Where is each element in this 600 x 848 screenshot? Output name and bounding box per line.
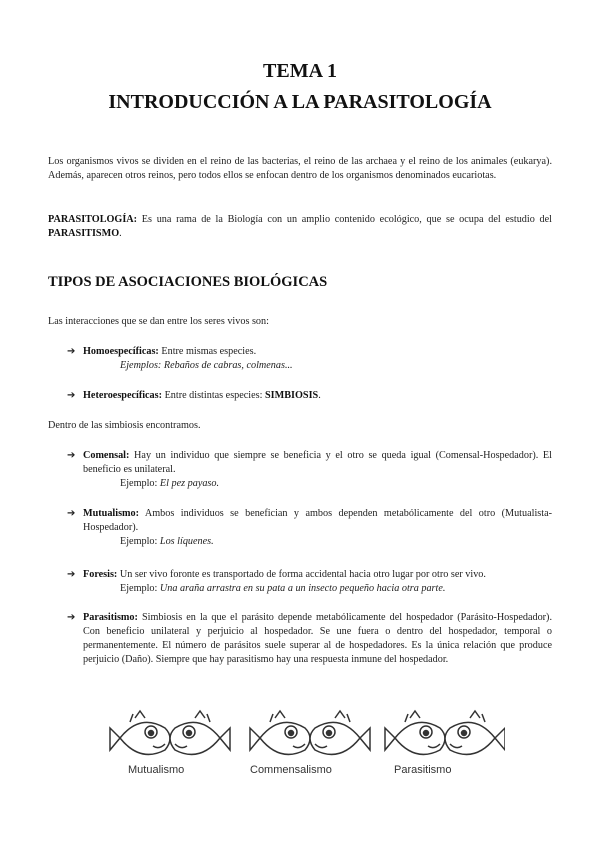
fish-icon: [170, 711, 230, 754]
item-text: Simbiosis en la que el parásito depende metabólicamente del hospedador (Parásito-Hospedador). Con beneficio unilateral y perjuicio al hospedador. Se une fuera o dentro del hospedador, temporal o permanentemente. El número de parásitos suele superar al de hospedadores. Es la única relación que produce perjuicio (Daño). Siempre que hay parasitismo hay una respuesta inmune del hospedador.: [83, 612, 552, 665]
figure-label: Parasitismo: [394, 764, 452, 776]
figure-label: Mutualismo: [128, 764, 185, 776]
fish-icon: [310, 711, 370, 754]
example-label: Ejemplo:: [120, 583, 160, 594]
definition-paragraph: [48, 213, 552, 241]
symbiosis-intro: Dentro de las simbiosis encontramos.: [48, 420, 201, 431]
example-text: Los líquenes.: [159, 536, 214, 547]
list-item: [67, 611, 552, 667]
item-term: Homoespecíficas:: [83, 346, 159, 357]
interactions-intro: Las interacciones que se dan entre los seres vivos son:: [48, 316, 269, 327]
example-label: Ejemplos:: [120, 360, 164, 371]
fish-icon: [250, 711, 310, 754]
example-label: Ejemplo:: [120, 478, 160, 489]
arrow-icon: ➔: [67, 569, 76, 580]
example-text: El pez payaso.: [159, 478, 220, 489]
item-term: Comensal:: [83, 450, 130, 461]
item-text: Ambos individuos se benefician y ambos dependen metabólicamente del otro (Mutualista-Hospedador).: [83, 508, 552, 533]
arrow-icon: ➔: [67, 346, 76, 357]
list-item: [67, 449, 552, 491]
fish-icon: [110, 711, 170, 754]
item-term: Parasitismo:: [83, 612, 138, 623]
item-text: Entre distintas especies:: [162, 390, 265, 401]
item-term: Heteroespecíficas:: [83, 390, 163, 401]
definition-term: PARASITOLOGÍA:: [48, 214, 138, 225]
definition-bold: PARASITISMO: [48, 228, 120, 239]
item-term: Mutualismo:: [83, 508, 140, 519]
list-item: [67, 345, 552, 373]
item-text: Un ser vivo foronte es transportado de forma accidental hacia otro lugar por otro ser vivo.: [117, 569, 486, 580]
item-end: .: [318, 390, 321, 401]
definition-end: .: [119, 228, 122, 239]
fish-icon: [385, 711, 445, 754]
example-label: Ejemplo:: [120, 536, 160, 547]
arrow-icon: ➔: [67, 508, 76, 519]
item-example: [83, 535, 552, 549]
item-term: Foresis:: [83, 569, 118, 580]
item-example: [83, 477, 552, 491]
example-text: Una araña arrastra en su pata a un insecto pequeño hacia otra parte.: [159, 583, 446, 594]
page-subtitle: INTRODUCCIÓN A LA PARASITOLOGÍA: [108, 91, 492, 113]
arrow-icon: ➔: [67, 450, 76, 461]
item-bold: SIMBIOSIS: [265, 390, 319, 401]
intro-paragraph: Los organismos vivos se dividen en el reino de las bacterias, el reino de las archaea y el reino de los animales (eukarya). Además, aparecen otros reinos, pero todos ellos se enfocan dentro de los organismos denominados eucariotas.: [48, 156, 552, 181]
section-heading: TIPOS DE ASOCIACIONES BIOLÓGICAS: [48, 274, 328, 290]
list-item: [67, 568, 552, 596]
example-text: Rebaños de cabras, colmenas...: [163, 360, 293, 371]
arrow-icon: ➔: [67, 390, 76, 401]
arrow-icon: ➔: [67, 612, 76, 623]
definition-text: Es una rama de la Biología con un amplio contenido ecológico, que se ocupa del estudio del: [137, 214, 552, 225]
list-item: [67, 389, 552, 403]
item-example: [83, 582, 552, 596]
list-item: [67, 507, 552, 549]
item-text: Hay un individuo que siempre se beneficia y el otro se queda igual (Comensal-Hospedador). El beneficio es unilateral.: [83, 450, 552, 475]
page-title: TEMA 1: [263, 60, 337, 82]
fish-icon: [445, 711, 505, 754]
item-text: Entre mismas especies.: [158, 346, 257, 357]
figure-label: Commensalismo: [250, 764, 332, 776]
item-example: [83, 359, 552, 373]
